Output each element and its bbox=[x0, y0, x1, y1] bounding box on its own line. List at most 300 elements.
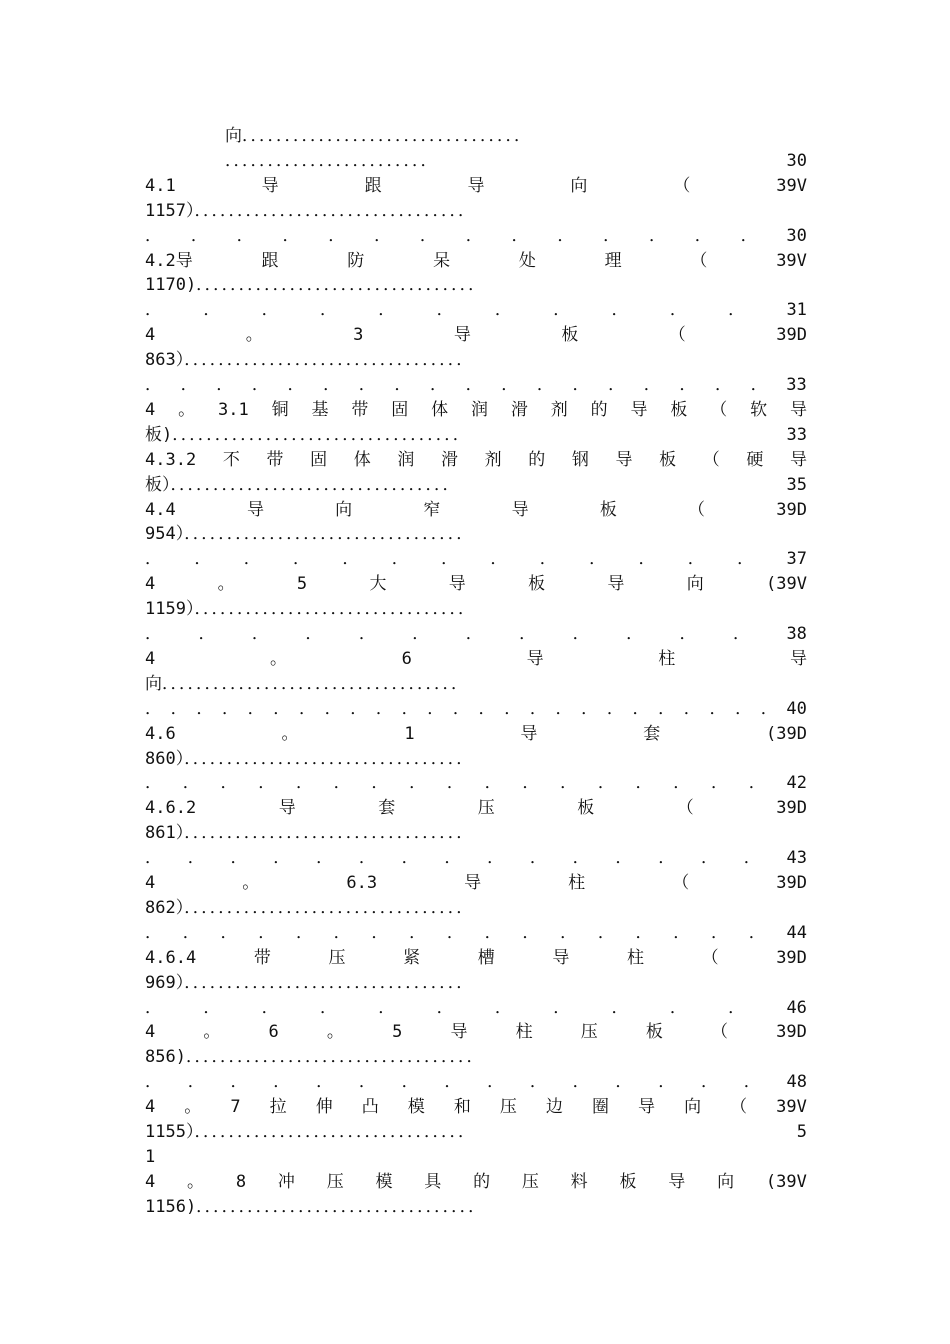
toc-segment: 的 bbox=[590, 399, 608, 420]
toc-segment: 。 bbox=[242, 873, 260, 893]
toc-line bbox=[145, 921, 807, 946]
toc-segment: ． bbox=[743, 1072, 761, 1093]
toc-segment: 4 bbox=[145, 1022, 156, 1043]
toc-segment: ． bbox=[557, 225, 575, 246]
toc-segment: 的 bbox=[473, 1171, 491, 1192]
toc-line bbox=[145, 1170, 807, 1195]
toc-segment: 4.6 bbox=[145, 723, 176, 744]
toc-segment: 窄 bbox=[423, 499, 441, 520]
toc-segment: 38 bbox=[786, 624, 807, 644]
toc-segment: （ bbox=[730, 1097, 748, 1118]
toc-segment: ． bbox=[603, 225, 621, 246]
toc-segment: 导 bbox=[789, 449, 807, 470]
toc-segment: 模 bbox=[407, 1097, 425, 1118]
toc-segment: ． bbox=[522, 773, 540, 794]
toc-segment: ． bbox=[430, 375, 447, 395]
toc-segment: ． bbox=[679, 375, 697, 395]
toc-segment: 具 bbox=[424, 1171, 442, 1192]
toc-line bbox=[145, 348, 807, 373]
toc-segment: ． bbox=[358, 375, 376, 395]
toc-segment: ． bbox=[735, 698, 753, 719]
toc-segment: ． bbox=[378, 300, 396, 321]
toc-segment: 。 bbox=[184, 1097, 202, 1118]
toc-segment: ． bbox=[145, 922, 162, 943]
toc-segment: ． bbox=[203, 997, 221, 1018]
toc-segment: ． bbox=[572, 1072, 590, 1093]
toc-segment: 4.4 bbox=[145, 499, 176, 520]
toc-segment: 带 bbox=[253, 947, 271, 968]
toc-segment: ． bbox=[673, 773, 691, 794]
toc-segment: 润 bbox=[397, 449, 415, 470]
toc-segment: ． bbox=[487, 848, 505, 869]
toc-segment: ． bbox=[643, 375, 661, 395]
toc-line bbox=[145, 1195, 807, 1220]
toc-segment: 3 bbox=[353, 325, 364, 346]
toc-segment: ． bbox=[145, 624, 162, 644]
toc-segment: 向 bbox=[335, 499, 353, 520]
toc-line bbox=[145, 896, 807, 921]
toc-segment: ． bbox=[305, 624, 323, 644]
toc-segment: ． bbox=[145, 1072, 162, 1093]
toc-segment: 37 bbox=[786, 549, 807, 570]
toc-segment: ． bbox=[611, 997, 629, 1018]
toc-segment: 压 bbox=[477, 798, 495, 819]
toc-segment: ． bbox=[560, 773, 578, 794]
toc-segment: ． bbox=[444, 848, 462, 869]
toc-line bbox=[145, 224, 807, 249]
toc-segment: ． bbox=[230, 1072, 248, 1093]
toc-segment: ． bbox=[511, 225, 529, 246]
toc-segment: ． bbox=[658, 1072, 676, 1093]
toc-line bbox=[145, 1120, 807, 1145]
toc-segment: 套 bbox=[378, 798, 396, 819]
toc-segment: ． bbox=[536, 375, 554, 395]
toc-segment: ． bbox=[715, 375, 732, 395]
toc-segment: ． bbox=[247, 698, 265, 719]
toc-segment: 润 bbox=[470, 399, 488, 420]
toc-segment: ． bbox=[673, 922, 691, 943]
toc-segment: ． bbox=[465, 225, 483, 246]
toc-segment: 5 bbox=[392, 1022, 403, 1043]
toc-segment: 导 bbox=[607, 574, 625, 595]
toc-segment: 和 bbox=[453, 1097, 471, 1118]
toc-segment: 33 bbox=[786, 424, 807, 445]
toc-line bbox=[145, 1145, 807, 1170]
toc-segment: 向 bbox=[717, 1171, 735, 1192]
toc-segment: 42 bbox=[786, 773, 807, 794]
toc-segment: ． bbox=[298, 698, 316, 719]
toc-segment: ． bbox=[711, 922, 729, 943]
toc-segment: ． bbox=[220, 773, 238, 794]
toc-segment: 模 bbox=[375, 1171, 393, 1192]
toc-segment: ． bbox=[597, 773, 615, 794]
toc-segment: ． bbox=[687, 549, 705, 570]
toc-segment: ． bbox=[251, 375, 269, 395]
toc-segment: 6.3 bbox=[346, 873, 378, 893]
toc-segment: 固 bbox=[391, 399, 409, 420]
toc-segment: 柱 bbox=[626, 947, 644, 968]
toc-segment: ． bbox=[700, 848, 718, 869]
toc-segment: 大 bbox=[369, 574, 387, 595]
toc-segment: ． bbox=[658, 848, 676, 869]
toc-segment: 4.3.2 bbox=[145, 449, 197, 470]
toc-segment: ． bbox=[401, 1072, 419, 1093]
toc-segment: 39V bbox=[776, 1097, 807, 1118]
toc-segment: ． bbox=[728, 300, 746, 321]
toc-segment: 体 bbox=[431, 399, 449, 420]
toc-segment: (39V bbox=[766, 574, 807, 595]
toc-segment: （ bbox=[701, 947, 719, 968]
toc-segment: 向 bbox=[686, 574, 704, 595]
toc-segment: ． bbox=[203, 300, 221, 321]
toc-segment: ． bbox=[258, 922, 276, 943]
toc-segment: ． bbox=[251, 624, 269, 644]
toc-segment: ． bbox=[465, 375, 483, 395]
toc-segment: ． bbox=[198, 624, 216, 644]
toc-segment: 4 bbox=[145, 873, 156, 893]
toc-segment: 1157）．．．．．．．．．．．．．．．．．．．．．．．．．．．．．．．． bbox=[145, 200, 475, 221]
toc-segment: 856)．．．．．．．．．．．．．．．．．．．．．．．．．．．．．．．．．． bbox=[145, 1047, 484, 1068]
toc-line bbox=[145, 946, 807, 971]
toc-segment: ． bbox=[484, 922, 502, 943]
toc-segment: 板 bbox=[577, 798, 595, 819]
toc-segment: 。 bbox=[281, 723, 299, 744]
toc-segment: 4.2导 bbox=[145, 250, 193, 271]
toc-segment: ． bbox=[484, 773, 502, 794]
toc-segment: ． bbox=[427, 698, 445, 719]
toc-segment: ． bbox=[358, 624, 376, 644]
toc-segment: ． bbox=[374, 225, 392, 246]
toc-segment: 7 bbox=[230, 1097, 241, 1118]
toc-segment: ． bbox=[635, 922, 653, 943]
toc-segment: ． bbox=[615, 848, 633, 869]
toc-segment: 边 bbox=[545, 1097, 563, 1118]
toc-segment: 硬 bbox=[746, 449, 764, 470]
toc-segment: ． bbox=[145, 698, 162, 719]
toc-segment: ． bbox=[572, 624, 590, 644]
toc-segment: ． bbox=[409, 773, 427, 794]
toc-segment: 板 bbox=[645, 1022, 663, 1043]
toc-line bbox=[145, 1020, 807, 1045]
toc-segment: 3.1 bbox=[218, 399, 249, 420]
toc-segment: ． bbox=[409, 922, 427, 943]
toc-segment: ． bbox=[316, 1072, 334, 1093]
toc-segment: ． bbox=[190, 225, 208, 246]
toc-segment: ． bbox=[522, 922, 540, 943]
toc-segment: 导 bbox=[630, 399, 648, 420]
toc-segment: 861）．．．．．．．．．．．．．．．．．．．．．．．．．．．．．．．．． bbox=[145, 823, 474, 844]
toc-segment: 4.6.2 bbox=[145, 798, 197, 819]
toc-segment: ． bbox=[145, 549, 162, 570]
toc-line bbox=[145, 697, 807, 722]
toc-segment: 圈 bbox=[591, 1097, 609, 1118]
toc-segment: ． bbox=[145, 300, 162, 321]
toc-segment: ． bbox=[572, 375, 590, 395]
toc-segment: 5 bbox=[796, 1122, 807, 1142]
toc-line bbox=[145, 622, 807, 647]
toc-segment: ． bbox=[740, 225, 758, 246]
toc-segment: 1155）．．．．．．．．．．．．．．．．．．．．．．．．．．．．．．．． bbox=[145, 1122, 475, 1142]
toc-line bbox=[145, 498, 807, 523]
toc-segment: ． bbox=[597, 922, 615, 943]
toc-segment: ． bbox=[282, 225, 300, 246]
toc-line bbox=[145, 1095, 807, 1120]
toc-segment: ． bbox=[635, 773, 653, 794]
toc-line bbox=[145, 647, 807, 672]
toc-segment: 39D bbox=[776, 325, 807, 346]
toc-segment: ． bbox=[180, 375, 198, 395]
toc-segment: 导 bbox=[520, 723, 538, 744]
toc-segment: ． bbox=[658, 698, 676, 719]
toc-line bbox=[225, 124, 807, 149]
toc-segment: ． bbox=[608, 375, 626, 395]
toc-segment: 1159）．．．．．．．．．．．．．．．．．．．．．．．．．．．．．．．． bbox=[145, 599, 475, 620]
toc-segment: ． bbox=[446, 922, 464, 943]
toc-segment: 4.1 bbox=[145, 175, 176, 196]
toc-segment: ． bbox=[638, 549, 656, 570]
toc-segment: ． bbox=[743, 848, 761, 869]
toc-line bbox=[145, 597, 807, 622]
toc-segment: 处 bbox=[518, 250, 536, 271]
toc-segment: 板 bbox=[528, 574, 546, 595]
toc-line bbox=[225, 149, 807, 174]
toc-segment: 导 bbox=[448, 574, 466, 595]
toc-segment: 呆 bbox=[433, 250, 451, 271]
toc-segment: （ bbox=[673, 175, 691, 196]
toc-line bbox=[145, 199, 807, 224]
toc-segment: 1170)．．．．．．．．．．．．．．．．．．．．．．．．．．．．．．．．． bbox=[145, 275, 486, 296]
toc-segment: 向 bbox=[570, 175, 588, 196]
toc-segment: ． bbox=[375, 698, 393, 719]
toc-segment: 向．．．．．．．．．．．．．．．．．．．．．．．．．．．．．．．．．．． bbox=[145, 673, 468, 694]
toc-segment: 39V bbox=[776, 175, 807, 196]
toc-segment: ． bbox=[465, 624, 483, 644]
toc-segment: ． bbox=[187, 1072, 205, 1093]
toc-segment: ． bbox=[632, 698, 650, 719]
toc-segment: 导 bbox=[668, 1171, 686, 1192]
toc-segment: 体 bbox=[353, 449, 371, 470]
toc-segment: ． bbox=[748, 773, 766, 794]
toc-segment: 跟 bbox=[364, 175, 382, 196]
toc-segment: 。 bbox=[217, 574, 235, 595]
toc-segment: ． bbox=[529, 698, 547, 719]
toc-segment: 拉 bbox=[269, 1097, 287, 1118]
toc-segment: 。 bbox=[269, 648, 287, 669]
toc-segment: 的 bbox=[528, 449, 546, 470]
toc-line bbox=[145, 747, 807, 772]
toc-segment: 板 bbox=[619, 1171, 637, 1192]
toc-segment: 43 bbox=[786, 848, 807, 869]
toc-segment: 紧 bbox=[403, 947, 421, 968]
toc-segment: 导 bbox=[526, 648, 544, 669]
toc-segment: ． bbox=[342, 549, 360, 570]
toc-segment: ． bbox=[394, 375, 412, 395]
toc-segment: ． bbox=[711, 773, 729, 794]
toc-segment: 5 bbox=[296, 574, 308, 595]
toc-line bbox=[145, 298, 807, 323]
toc-segment: 导 bbox=[638, 1097, 656, 1118]
toc-segment: ． bbox=[478, 698, 496, 719]
toc-segment: ． bbox=[316, 848, 334, 869]
toc-segment: ． bbox=[324, 698, 342, 719]
toc-segment: （ bbox=[672, 873, 690, 893]
toc-segment: 。 bbox=[178, 399, 196, 420]
toc-segment: ． bbox=[501, 375, 519, 395]
toc-segment: ． bbox=[737, 549, 755, 570]
toc-line bbox=[145, 871, 807, 896]
toc-segment: 46 bbox=[786, 997, 807, 1018]
toc-line bbox=[145, 373, 807, 398]
toc-segment: ． bbox=[295, 922, 313, 943]
toc-segment: ． bbox=[560, 922, 578, 943]
toc-segment: 不 bbox=[222, 449, 240, 470]
toc-segment: ． bbox=[709, 698, 727, 719]
toc-segment: 6 bbox=[268, 1022, 279, 1043]
toc-segment: (39V bbox=[765, 1171, 807, 1192]
toc-segment: ． bbox=[287, 375, 305, 395]
toc-segment: 40 bbox=[786, 698, 807, 719]
toc-segment: ． bbox=[436, 997, 454, 1018]
toc-line bbox=[145, 1045, 807, 1070]
toc-segment: ． bbox=[494, 997, 512, 1018]
toc-segment: ． bbox=[358, 1072, 376, 1093]
toc-segment: 39V bbox=[776, 250, 807, 271]
toc-segment: 压 bbox=[499, 1097, 517, 1118]
toc-segment: ． bbox=[519, 624, 537, 644]
toc-segment: ． bbox=[371, 922, 389, 943]
toc-segment: 套 bbox=[643, 723, 661, 744]
toc-segment: 导 bbox=[453, 325, 471, 346]
toc-segment: 。 bbox=[326, 1022, 344, 1043]
toc-segment: (39D bbox=[766, 723, 807, 744]
toc-segment: ． bbox=[170, 698, 188, 719]
toc-segment: 39D bbox=[776, 1022, 807, 1043]
toc-line bbox=[145, 522, 807, 547]
toc-segment: ． bbox=[441, 549, 459, 570]
toc-segment: 39D bbox=[776, 873, 807, 893]
toc-segment: ． bbox=[581, 698, 599, 719]
toc-line bbox=[145, 996, 807, 1021]
toc-segment: 理 bbox=[604, 250, 622, 271]
toc-segment: ． bbox=[145, 997, 162, 1018]
toc-segment: ． bbox=[728, 997, 746, 1018]
toc-segment: ． bbox=[258, 773, 276, 794]
toc-segment: ． bbox=[436, 300, 454, 321]
toc-segment: 35 bbox=[786, 474, 807, 495]
toc-segment: 1 bbox=[404, 723, 415, 744]
toc-segment: 导 bbox=[789, 648, 807, 669]
toc-segment: ． bbox=[683, 698, 701, 719]
toc-line bbox=[145, 273, 807, 298]
toc-segment: 30 bbox=[786, 150, 807, 171]
toc-segment: ． bbox=[221, 698, 239, 719]
toc-segment: ． bbox=[319, 300, 337, 321]
toc-segment: ． bbox=[615, 1072, 633, 1093]
toc-segment: ． bbox=[273, 1072, 291, 1093]
toc-line bbox=[145, 672, 807, 697]
toc-segment: （ bbox=[702, 449, 720, 470]
toc-segment: 39D bbox=[776, 947, 807, 968]
toc-segment: 4.6.4 bbox=[145, 947, 197, 968]
toc-segment: ． bbox=[401, 698, 419, 719]
toc-segment: ． bbox=[182, 922, 200, 943]
toc-segment: ． bbox=[261, 997, 279, 1018]
toc-segment: 压 bbox=[328, 947, 346, 968]
toc-segment: ． bbox=[694, 225, 712, 246]
toc-segment: ． bbox=[487, 1072, 505, 1093]
toc-segment: ． bbox=[529, 848, 547, 869]
toc-segment: （ bbox=[688, 499, 706, 520]
toc-segment: ． bbox=[494, 300, 512, 321]
toc-segment: ． bbox=[187, 848, 205, 869]
toc-segment: ． bbox=[273, 698, 291, 719]
toc-segment: 969）．．．．．．．．．．．．．．．．．．．．．．．．．．．．．．．．． bbox=[145, 972, 474, 993]
toc-segment: ． bbox=[220, 922, 238, 943]
toc-segment: ． bbox=[444, 1072, 462, 1093]
toc-segment: 固 bbox=[310, 449, 328, 470]
toc-line bbox=[145, 796, 807, 821]
toc-segment: 料 bbox=[570, 1171, 588, 1192]
toc-line bbox=[145, 547, 807, 572]
toc-segment: 冲 bbox=[277, 1171, 295, 1192]
toc-segment: ． bbox=[611, 300, 629, 321]
toc-segment: ． bbox=[145, 773, 162, 794]
toc-line bbox=[145, 821, 807, 846]
toc-segment: ． bbox=[358, 848, 376, 869]
toc-segment: ． bbox=[333, 773, 351, 794]
toc-segment: ． bbox=[446, 773, 464, 794]
toc-segment: 伸 bbox=[315, 1097, 333, 1118]
toc-line bbox=[145, 771, 807, 796]
toc-segment: 33 bbox=[786, 375, 807, 395]
toc-segment: ． bbox=[216, 375, 234, 395]
toc-segment: ． bbox=[553, 997, 571, 1018]
toc-segment: 860）．．．．．．．．．．．．．．．．．．．．．．．．．．．．．．．．． bbox=[145, 748, 474, 769]
toc-line bbox=[145, 323, 807, 348]
toc-segment: 跟 bbox=[261, 250, 279, 271]
toc-segment: ． bbox=[452, 698, 470, 719]
toc-segment: 防 bbox=[347, 250, 365, 271]
toc-segment: 导 bbox=[467, 175, 485, 196]
toc-segment: 1156)．．．．．．．．．．．．．．．．．．．．．．．．．．．．．．．．． bbox=[145, 1196, 486, 1217]
toc-segment: ． bbox=[328, 225, 346, 246]
toc-segment: 铜 bbox=[271, 399, 289, 420]
toc-segment: （ bbox=[711, 1022, 729, 1043]
toc-segment: 863）．．．．．．．．．．．．．．．．．．．．．．．．．．．．．．．．． bbox=[145, 350, 474, 371]
toc-segment: 基 bbox=[311, 399, 329, 420]
toc-segment: ． bbox=[261, 300, 279, 321]
toc-segment: 4 bbox=[145, 399, 156, 420]
toc-segment: ． bbox=[371, 773, 389, 794]
toc-segment: 凸 bbox=[361, 1097, 379, 1118]
toc-segment: ． bbox=[230, 848, 248, 869]
toc-segment: ．．．．．．．．．．．．．．．．．．．．．．．． bbox=[225, 150, 438, 171]
toc-segment: 导 bbox=[552, 947, 570, 968]
toc-segment: ． bbox=[555, 698, 573, 719]
toc-segment: 板）．．．．．．．．．．．．．．．．．．．．．．．．．．．．．．．．． bbox=[145, 474, 460, 495]
toc-segment: 导 bbox=[278, 798, 296, 819]
toc-segment: 柱 bbox=[658, 648, 676, 669]
toc-segment: 板)．．．．．．．．．．．．．．．．．．．．．．．．．．．．．．．．．． bbox=[145, 424, 470, 445]
toc-segment: ． bbox=[323, 375, 341, 395]
toc-segment: 压 bbox=[521, 1171, 539, 1192]
toc-segment: 板 bbox=[670, 399, 688, 420]
toc-line bbox=[145, 971, 807, 996]
toc-segment: 。 bbox=[187, 1171, 205, 1192]
toc-segment: ． bbox=[748, 922, 766, 943]
toc-segment: 1 bbox=[145, 1146, 156, 1167]
toc-segment: ． bbox=[293, 549, 311, 570]
